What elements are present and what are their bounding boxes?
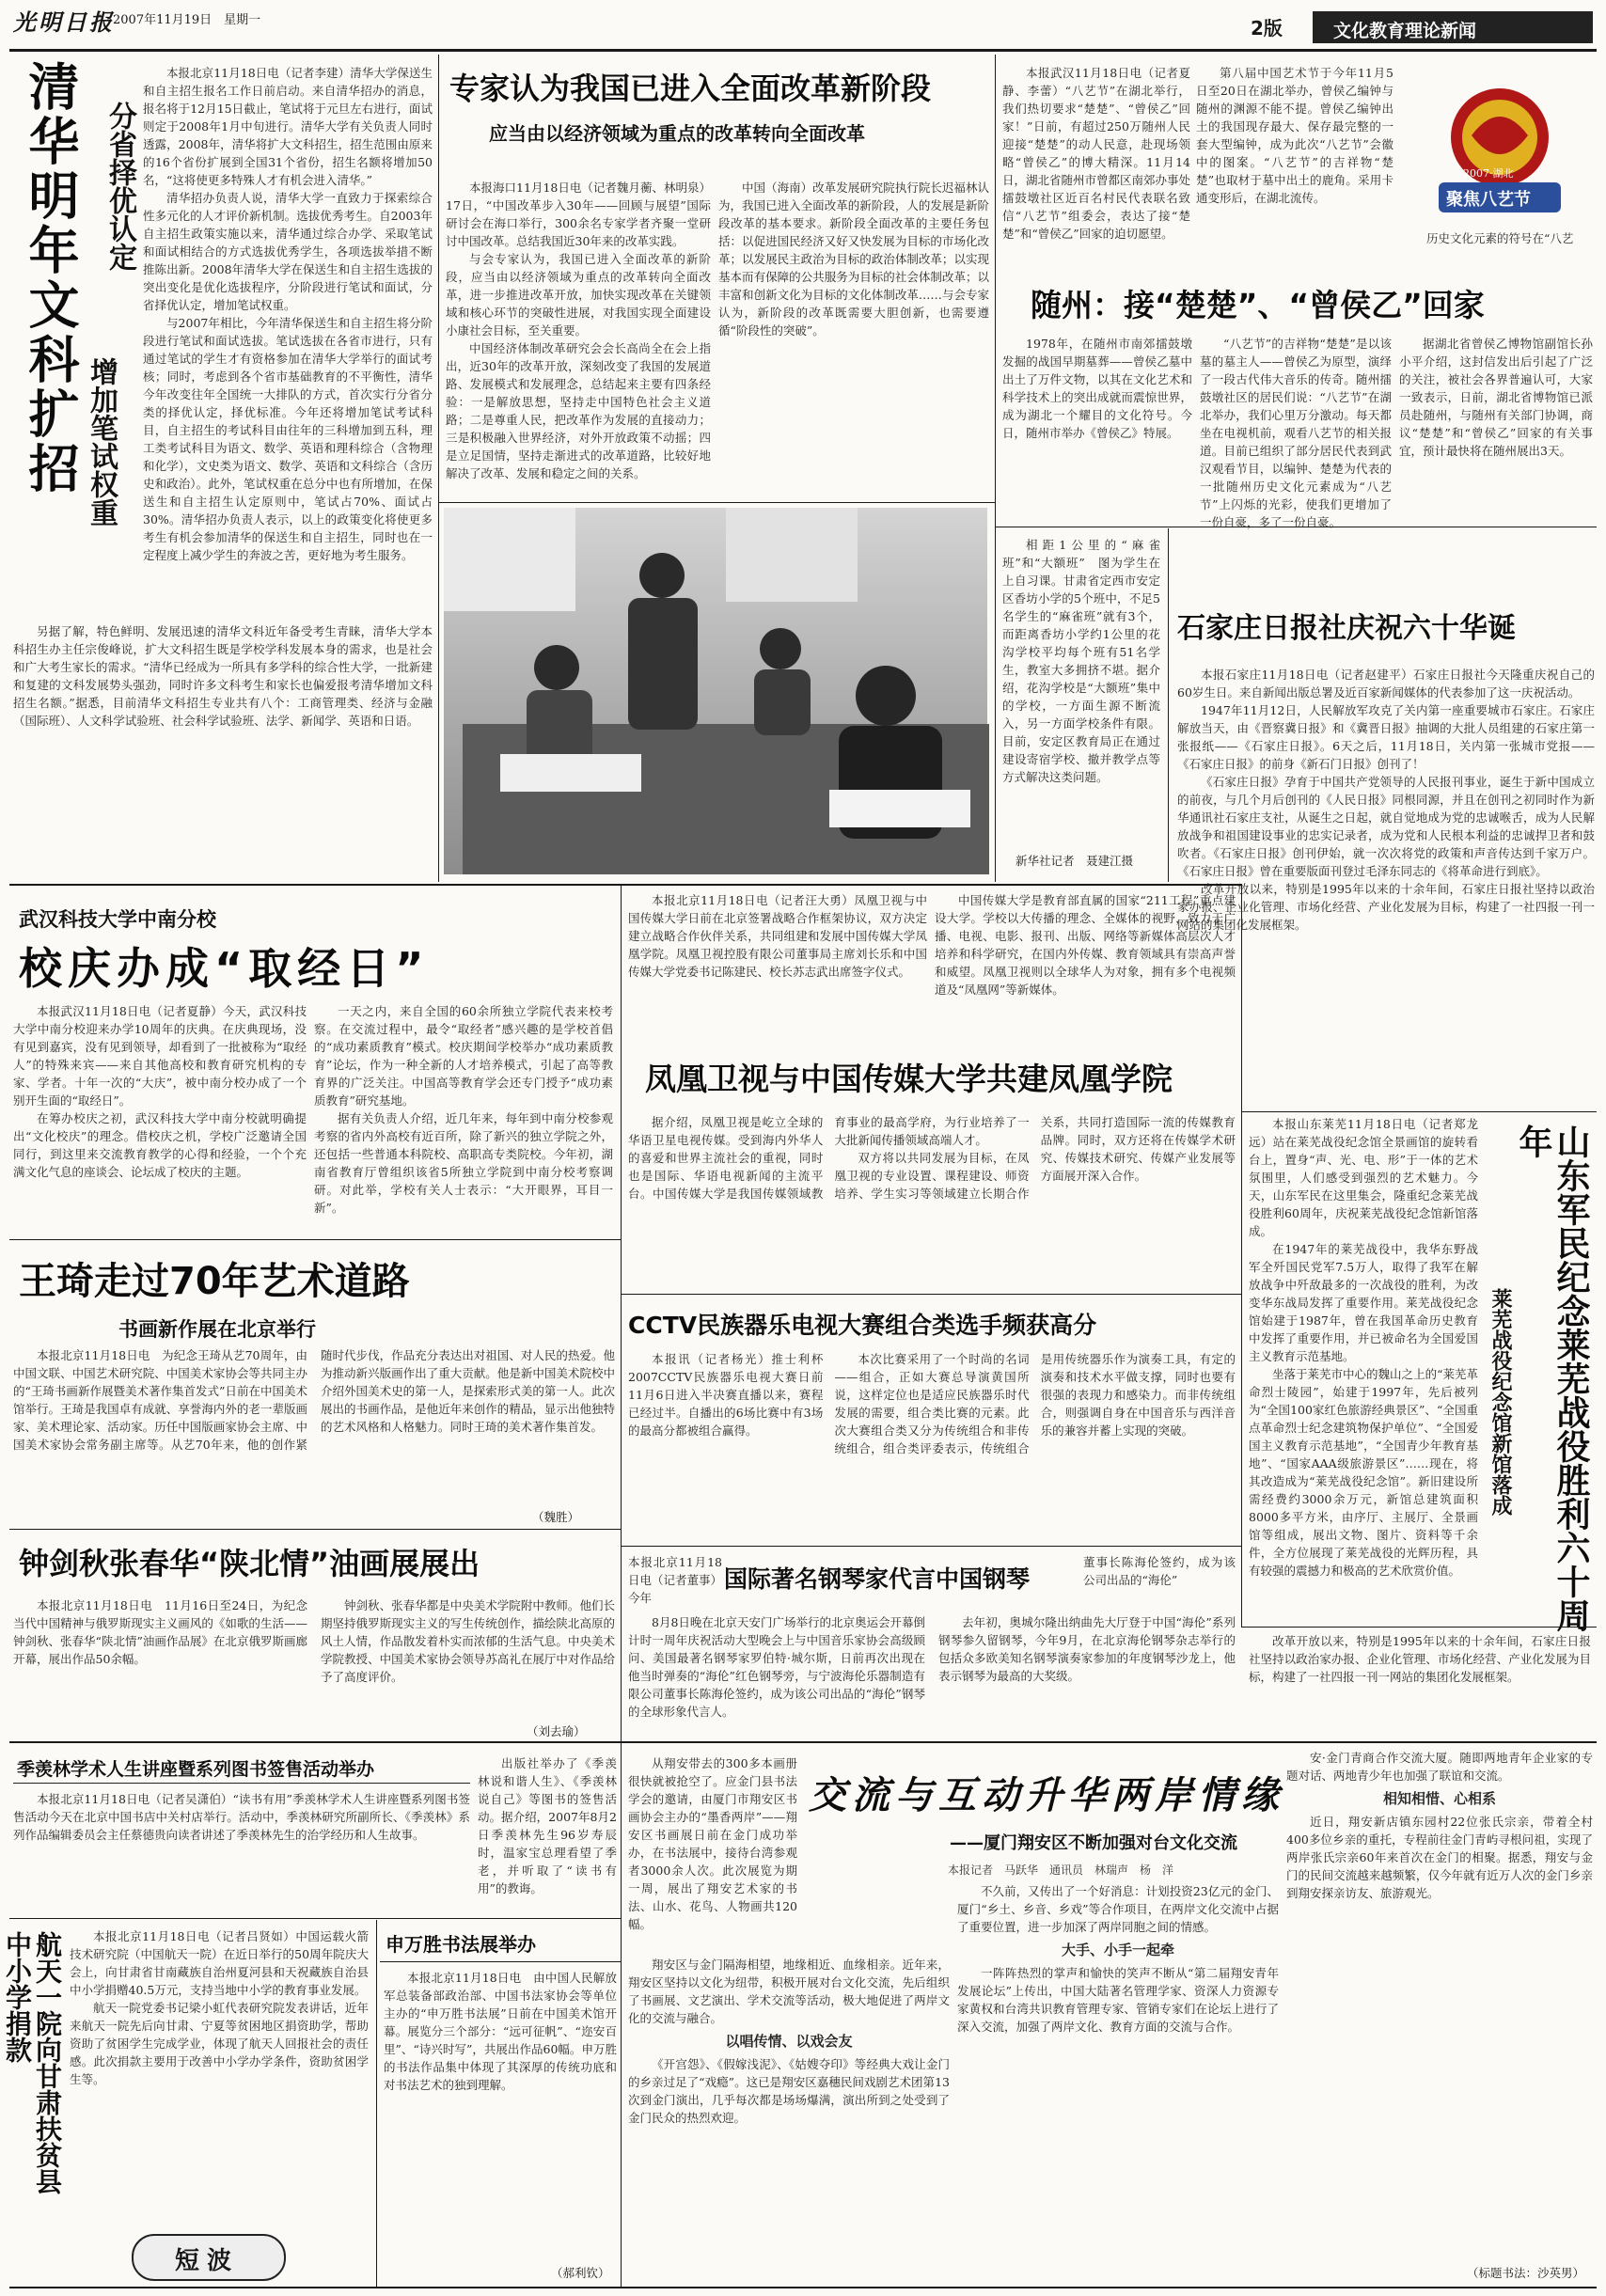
art2-p3: 中国经济体制改革研究会会长高尚全在会上指出，近30年的改革开放，深刻改变了我国的发展道路、发展模式和发展理念，总结起来主要有四条经验：一是解放思想，坚持走中国特色社会主义道路；二是尊重人民，把改革作为发展的直接动力；三是积极融入世界经济，对外开放政策不动摇；四是立足国情，坚持走渐进式的改革道路，比较好地解决了改革、发展和稳定之间的关系。 (446, 341, 711, 480)
art2-col2 (718, 179, 989, 498)
art1-title: 清华明年文科扩招 (21, 60, 80, 496)
art6-col1 (13, 1002, 307, 1237)
photo-caption-text: 相距1公里的“麻雀班”和“大额班” 图为学生在上自习课。甘肃省定西市安定区香坊小学的5个班中，不足5名学生的“麻雀班”就有3个，而距离香坊小学约1公里的花沟学校平均每个班有51名学生，教室大多拥挤不堪。据介绍，花沟学校是“大额班”集中的学校，一方面生源不断流入，另一方面学校条件有限。目前，安定区教育局正在通过建设寄宿学校、撤并教学点等方式解决这类问题。 (1002, 538, 1160, 784)
art12-col2 (957, 1882, 1279, 2285)
art10-title: CCTV民族器乐电视大赛组合类选手频获高分 (628, 1312, 1097, 1339)
art7-title: 王琦走过70年艺术道路 (19, 1260, 410, 1303)
art10-p1: 本报讯（记者杨光）推士利杯2007CCTV民族器乐电视大赛日前11月6日进入半决赛直播以来，赛程已经过半。自播出的6场比赛中有3场的最高分都被组合赢得。 (628, 1352, 824, 1438)
divider (9, 1529, 621, 1530)
art5-p1: 本报山东莱芜11月18日电（记者郑龙远）站在莱芜战役纪念馆全景画馆的旋转看台上，置身“声、光、电、形”于一体的艺术氛围里，人们感受到强烈的艺术魅力。今天，山东军民在这里集会，隆重纪念莱芜战役胜利60周年，庆祝莱芜战役纪念馆新馆落成。 (1249, 1117, 1478, 1238)
divider (1168, 528, 1169, 882)
art1-p4: 另据了解，特色鲜明、发展迅速的清华文科近年备受考生青睐，清华大学本科招生办主任宗俊峰说，扩大文科招生既是学校学科发展本身的需求，也是社会和广大考生家长的需求。“清华已经成为一所具有多学科的综合性大学，一批新建和复建的文科发展势头强劲，同时许多文科考生和家长也偏爱报考清华增加文科招生名额。”据悉，目前清华文科招生专业共有八个：工商管理类、经济与金融（国际班）、人文科学试验班、社会科学试验班、法学、新闻学、英语和日语。 (13, 624, 433, 728)
art8-credit: （刘去瑜） (527, 1724, 586, 1738)
art5-body (1249, 1115, 1478, 1623)
art1-p2: 清华招办负责人说，清华大学一直致力于探索综合性多元化的人才评价新机制。选拔优秀考生。自2003年自主招生政策实施以来，清华通过综合办学、采取笔试和面试相结合的方式选拔优秀学生，各项选拔举措不断推陈出新。2008年清华大学在保送生和自主招生选拔的突出变化是优化选拔程序，分阶段进行笔试和面试，分省择优认定，增加笔试权重。 (143, 191, 433, 312)
art5-p2: 在1947年的莱芜战役中，我华东野战军全歼国民党军7.5万人，取得了我军在解放战争中歼敌最多的一次战役的胜利，为改变华东战局发挥了重要作用。莱芜战役纪念馆始建于1987年，曾在我国革命历史教育中发挥了重要作用，并已被命名为全国爱国主义教育示范基地。 (1249, 1242, 1478, 1363)
photo-credit: 新华社记者 聂建江摄 (1016, 854, 1134, 868)
art3-title: 随州：接“楚楚”、“曾侯乙”回家 (1031, 287, 1485, 323)
page-bottom-rule (9, 2287, 1597, 2288)
art1-body (143, 64, 433, 562)
art7-subtitle: 书画新作展在北京举行 (118, 1318, 316, 1341)
art12-col1 (628, 1956, 950, 2285)
art5-cont-text: 改革开放以来，特别是1995年以来的十余年间，石家庄日报社坚持以政治家办报、企业化管理、市场化经营、产业化发展为目标，构建了一社四报一刊一网站的集团化发展框架。 (1249, 1634, 1591, 1684)
art8-p1: 本报北京11月18日电 11月16日至24日，为纪念当代中国精神与俄罗斯现实主义画风的《如歌的生活——钟剑秋、张春华“陕北情”油画作品展》在北京俄罗斯画廊开幕，展出作品50余幅。 (13, 1598, 307, 1666)
divider (9, 1918, 621, 1919)
art6-p3: 一天之内，来自全国的60余所独立学院代表来校考察。在交流过程中，最令“取经者”感兴趣的是学校首倡的“成功素质教育”模式。校庆期间学校举办“成功素质教育”论坛，作为一种全新的人才培养模式，引起了高等教育界的广泛关注。中国高等教育学会还专门授予“成功素质教育”研究基地。 (314, 1004, 613, 1108)
art14-title: 航天一院向甘肃扶贫县中小学捐款 (2, 1931, 63, 2194)
masthead-logo: 光明日报 (13, 8, 115, 36)
photo-caption (1002, 536, 1160, 846)
divider (621, 1546, 1241, 1547)
art12-p4: 不久前，又传出了一个好消息：计划投资23亿元的金门、厦门“乡土、乡音、乡戏”等合作项目，在两岸文化交流中占据了重要位置，进一步加深了两岸同胞之间的情感。 (957, 1884, 1279, 1934)
divider (1241, 884, 1242, 1627)
art7-p1: 本报北京11月18日电 为纪念王琦从艺70周年，由中国文联、中国艺术研究院、中国美术家协会等共同主办的“王琦书画新作展暨美术著作集首发式”日前在中国美术馆举行。王琦是我国卓有成就、享誉海内外的老一辈版画家、美术理论家、活动家。历任中国版画家协会主席、中国美术家协会常务副主席等。从艺70年来，他的创作紧随时代步伐，作品充分表达出对祖国、对人民的热爱。他为推动新兴版画作出了重大贡献。他是新中国美术院校中介绍外国美术史的第一人，是探索形式美的第一人。此次展出的书画作品，是他近年来创作的精品，显示出他独特的艺术风格和人格魅力。同时王琦的美术著作集首发。 (13, 1348, 615, 1452)
art9-col3 (628, 1113, 1236, 1290)
art6-title: 校庆办成“取经日” (19, 943, 430, 994)
art3-p5: 据湖北省曾侯乙博物馆副馆长孙小平介绍，这封信发出后引起了广泛的关注，被社会各界普遍认可，大家一致表示，日前，湖北省博物馆已派员赴随州，与随州有关部门协调，商议“楚楚”和“曾侯乙”回家的有关事宜，预计最快将在随州展出3天。 (1399, 337, 1593, 458)
art12-h2: 大手、小手一起牵 (1061, 1942, 1174, 1958)
art13-p2: 出版社举办了《季羡林说和谐人生》、《季羡林说自己》等图书的签售活动。据介绍，2007年8月2日季羡林先生96岁寿辰时，温家宝总理看望了季老，并听取了“读书有用”的教诲。 (478, 1756, 617, 1895)
art8-title: 钟剑秋张春华“陕北情”油画展展出 (19, 1546, 480, 1581)
badge-year: 2007·湖北 (1463, 167, 1514, 180)
art3-col6 (1399, 335, 1593, 523)
art11-p1: 8月8日晚在北京天安门广场举行的北京奥运会开幕倒计时一周年庆祝活动大型晚会上与中国音乐家协会高级顾问、美国最著名钢琴家罗伯特·城尔斯，日前再次出现在他当时弹奏的“海伦”红色钢琴旁，与宁波海伦乐器制造有限公司董事长陈海伦签约，成为该公司出品的“海伦”钢琴的全球形象代言人。 (628, 1615, 925, 1719)
divider (1241, 1111, 1597, 1112)
art9-col1 (628, 891, 927, 1042)
art3-p3: 1978年，在随州市南郊擂鼓墩发掘的战国早期墓葬——曾侯乙墓中出土了万件文物，以其在文化艺术和科学技术上的突出成就而震惊世界，成为湖北一个耀目的文化符号。今日，随州市举办《曾侯乙》特展。 (1002, 337, 1192, 440)
art2-subtitle: 应当由以经济领域为重点的改革转向全面改革 (489, 122, 865, 145)
art10-body (628, 1350, 1236, 1542)
art9-p3: 双方将以共同发展为目标，在凤凰卫视的专业设置、课程建设、师资培养、学生实习等领域建立长期合作关系，共同打造国际一流的传媒教育品牌。同时，双方还将在传媒学术研究、传媒技术研究、传媒产业发展等方面展开深入合作。 (834, 1115, 1236, 1201)
art3-col3 (1403, 229, 1593, 271)
art12-h1: 以唱传情、以戏会友 (725, 2033, 853, 2050)
art6-p1: 本报武汉11月18日电（记者夏静）今天，武汉科技大学中南分校迎来办学10周年的庆典。在庆典现场，没有见到嘉宾，没有见到领导，却看到了一批被称为“取经人”的特殊来宾——来自其他高校和教育研究机构的专家、学者。十年一次的“大庆”，被中南分校办成了一个别开生面的“取经日”。 (13, 1004, 307, 1108)
art12-h3: 相知相惜、心相系 (1382, 1790, 1496, 1807)
art13-col2 (478, 1754, 617, 1912)
art10-p2: 本次比赛采用了一个时尚的名词——组合，正如大赛总导演黄国所说，这样定位也是适应民族器乐时代发展的需要，组合类比赛的元素。此次大赛组合类又分为传统组合和非传统组合，组合类评委表示，传统组合是用传统器乐作为演奏工具，有定的演奏和技术水平做支撑，同时也要有很强的表现力和感染力。而非传统组合，则强调自身在中国音乐与西洋音乐的兼容并蓄上实现的突破。 (834, 1352, 1236, 1455)
divider (438, 502, 995, 503)
art12-cont: 安·金门青商合作交流大厦。随即两地青年企业家的专题对话、两地青少年也加强了联谊和交流。 (1286, 1751, 1593, 1783)
art6-kicker: 武汉科技大学中南分校 (19, 908, 216, 931)
art2-p2: 与会专家认为，我国已进入全面改革的新阶段，应当由以经济领域为重点的改革转向全面改革，进一步推进改革开放，加快实现改革在关键领域和核心环节的突破性进展，对我国实现全面建设小康社会目标，至关重要。 (446, 252, 711, 338)
art4-title: 石家庄日报社庆祝六十华诞 (1177, 612, 1516, 645)
art11-dateline (628, 1553, 722, 1613)
art9-col2 (935, 891, 1236, 1042)
art5-title: 山东军民纪念莱芜战役胜利六十周年 (1514, 1124, 1590, 1632)
art4-p4: 改革开放以来，特别是1995年以来的十余年间，石家庄日报社坚持以政治家办报、企业化管理、市场化经营、产业化发展为目标，构建了一社四报一刊一网站的集团化发展框架。 (1177, 882, 1595, 932)
art12-col0 (628, 1754, 797, 1952)
art14-p1: 本报北京11月18日电（记者吕贤如）中国运载火箭技术研究院（中国航天一院）在近日举行的50周年院庆大会上，向甘肃省甘南藏族自治州夏河县和天祝藏族自治县中小学捐赠40.5万元，支持当地中小学的教育事业发展。 (70, 1929, 369, 1997)
art7-body (13, 1346, 615, 1506)
art12-p2: 翔安区与金门隔海相望，地缘相近、血缘相亲。近年来，翔安区坚持以文化为纽带，积极开展对台文化交流，先后组织了书画展、文艺演出、学术交流等活动，极大地促进了两岸文化的交流与融合。 (628, 1958, 950, 2025)
art12-byline: 本报记者 马跃华 通讯员 林瑞声 杨 洋 (948, 1864, 1174, 1877)
divider (621, 1741, 1597, 1743)
art11-dateline-text: 本报北京11月18日电（记者董事）今年 (628, 1555, 723, 1605)
divider (9, 1239, 621, 1240)
art6-col2 (314, 1002, 613, 1237)
art15-credit: （郝利钦） (551, 2266, 610, 2280)
art6-p2: 在筹办校庆之初，武汉科技大学中南分校就明确提出“文化校庆”的理念。借校庆之机，学校广泛邀请全国同行，到这里来交流教育教学的心得和经验，一个个充满文化气息的座谈会、论坛成了校庆的主题。 (13, 1111, 307, 1179)
divider (376, 1920, 377, 2287)
art12-col3 (1286, 1749, 1593, 2257)
art12-title: 交流与互动升华两岸情缘 (809, 1773, 1284, 1817)
art11-p2: 去年初，奥城尔隆出纳曲先大厅登于中国“海伦”系列钢琴参久留钢琴，今年9月，在北京海伦钢琴杂志举行的包括众多欧美知名钢琴演奏家参加的年度钢琴沙龙上，他表示钢琴为最高的大奖级。 (938, 1615, 1236, 1683)
art8-body (13, 1596, 615, 1722)
divider (621, 1294, 1241, 1295)
art2-title: 专家认为我国已进入全面改革新阶段 (449, 71, 932, 106)
art6-p4: 据有关负责人介绍，近几年来，每年到中南分校参观考察的省内外高校有近百所，除了新兴的独立学院之外，还包括一些普通本科院校、高职高专类院校。今年初，湖南省教育厅曾组织该省5所独立学院到中南分校考察调研。对此举，学校有关人士表示：“大开眼界，耳目一新”。 (314, 1111, 613, 1215)
art3-cont: 历史文化元素的符号在“八艺 (1426, 231, 1574, 245)
art3-p4: “八艺节”的吉祥物“楚楚”是以该墓的墓主人——曾侯乙为原型，演绎了一段古代伟大音乐的传奇。随州擂鼓墩社区的居民们说：“八艺节”在湖北举办，我们心里万分激动。每天都坐在电视机前，观看八艺节的相关报道。目前已组织了部分居民代表到武汉观看节目，以编钟、楚楚为代表的一批随州历史文化元素成为“八艺节”上闪烁的光彩，使我们更增加了一份自豪，多了一份自豪。 (1200, 337, 1392, 529)
art3-col2 (1196, 64, 1393, 299)
art2-p1: 本报海口11月18日电（记者魏月蘅、林明泉）17日，“中国改革步入30年——回顾与展望”国际研讨会在海口举行，300余名专家学者齐聚一堂研讨中国改革。总结我国近30年来的改革实践。 (446, 181, 711, 248)
art4-p1: 本报石家庄11月18日电（记者赵建平）石家庄日报社今天隆重庆祝自己的60岁生日。来自新闻出版总署及近百家新闻媒体的代表参加了这一庆祝活动。 (1177, 668, 1595, 700)
art5-p3: 坐落于莱芜市中心的魏山之上的“莱芜革命烈士陵园”，始建于1997年，先后被列为“全国100家红色旅游经典景区”、“全国重点革命烈士纪念建筑物保护单位”、“全国爱国主义教育示范基地”，“全国青少年教育基地”、“国家AAA级旅游景区”……现在，将其改造成为“莱芜战役纪念馆”。新旧建设所需经费约3000余万元，新馆总建筑面积8000多平方米，由序厅、主展厅、全景画馆等组成，展出文物、图片、资料等千余件，全方位展现了莱芜战役的光辉历程，具有较强的震撼力和极高的艺术欣赏价值。 (1249, 1367, 1478, 1578)
news-photo (444, 508, 987, 874)
masthead-date: 2007年11月19日 星期一 (113, 13, 261, 27)
art1-subtitle-1: 分省择优认定 (103, 102, 136, 271)
art14-p2: 航天一院党委书记梁小虹代表研究院发表讲话，近年来航天一院先后向甘肃、宁夏等贫困地区捐资助学，帮助资助了贫困学生完成学业，体现了航天人回报社会的责任感。此次捐款主要用于改善中小学办学条件，资助贫困学生等。 (70, 2001, 369, 2086)
art4-p2: 1947年11月12日，人民解放军攻克了关内第一座重要城市石家庄。石家庄解放当天，由《晋察冀日报》和《冀晋日报》抽调的大批人员组建的石家庄第一张报纸——《石家庄日报》。6天之后，11月18日，关内第一张城市党报——《石家庄日报》的前身《新石门日报》创刊了！ (1177, 703, 1595, 771)
art3-col5 (1200, 335, 1392, 529)
art1-p3: 与2007年相比，今年清华保送生和自主招生将分阶段进行笔试和面试选拔。笔试选拔在各省市进行，只有通过笔试的学生才有资格参加在清华大学举行的面试考核；同时，考虑到各个省市基础教育的不平衡性，清华今年改变往年全国统一大排队的方式，首次实行分省分类的择优认定，择优标准。今年还将增加笔试考试科目，自主招生的考试科目由往年的三科增加到五科，理工类考试科目为语文、数学、英语和理科综合（含物理和化学），文史类为语文、数学、英语和文科综合（含历史和政治）。此外，笔试权重在总分中也有所增加，在保送生和自主招生认定原则中，笔试占70%、面试占30%。清华招办负责人表示，以上的政策变化将使更多考生有机会参加清华的保送生和自主招生，同时也在一定程度上减少学生的奔波之苦，更好地为考生服务。 (143, 316, 433, 562)
art12-p3: 《开宫怨》、《假嫁浅泥》、《姑嫂夺印》等经典大戏让金门的乡亲过足了“戏瘾”。这已是翔安区嘉穗民间戏剧艺术团第13次到金门演出，几乎每次都是场场爆满，演出所到之处受到了金门民众的热烈欢迎。 (628, 2057, 950, 2125)
art8-p2: 钟剑秋、张春华都是中央美术学院附中教师。他们长期坚持俄罗斯现实主义的写生传统创作，描绘陕北高原的风土人情，作品散发着朴实而浓郁的生活气息。中央美术学院教授、中国美术家协会领导苏高礼在展厅中对作品给予了高度评价。 (321, 1598, 615, 1684)
art4-p3: 《石家庄日报》孕育于中国共产党领导的人民报刊事业，诞生于新中国成立的前夜，与几个月后创刊的《人民日报》同根同源，并且在创刊之初同时作为新华通讯社石家庄支社，从诞生之日起，就自觉地成为党的忠诚喉舌，成为人民解放战争和祖国建设事业的忠实记录者，成为党和人民根本利益的忠诚捍卫者和鼓吹者。《石家庄日报》创刊伊始，就一次次将党的政策和声音传达到千家万户。《石家庄日报》曾在重要版面刊登过毛泽东同志的《将革命进行到底》。 (1177, 775, 1595, 878)
art5-subtitle: 莱芜战役纪念馆新馆落成 (1488, 1288, 1512, 1516)
divider (380, 1961, 621, 1962)
divider (995, 55, 996, 882)
art3-p2: 第八届中国艺术节于今年11月5日至20日在湖北举办，曾侯乙编钟与随州的渊源不能不提。曾侯乙编钟出土的我国现存最大、保存最完整的一套大型编钟，成为此次“八艺节”会徽中的图案。“八艺节”的吉祥物“楚楚”也取材于墓中出土的鹿角。采用卡通变形后，在湖北流传。 (1196, 66, 1393, 205)
art3-col1 (1002, 64, 1190, 299)
art12-credit: （标题书法：沙英男） (1467, 2266, 1585, 2280)
art9-title: 凤凰卫视与中国传媒大学共建凤凰学院 (645, 1061, 1173, 1097)
art5-cont (1249, 1632, 1591, 1738)
divider (9, 884, 1241, 886)
art14-body (70, 1927, 369, 2219)
badge-text: 聚焦八艺节 (1446, 190, 1531, 210)
divider (9, 1741, 621, 1743)
art15-body (384, 1969, 617, 2260)
art13-title: 季羡林学术人生讲座暨系列图书签售活动举办 (17, 1759, 375, 1780)
art13-col1 (13, 1790, 470, 1912)
art15-title: 申万胜书法展举办 (386, 1933, 536, 1956)
art2-p4: 中国（海南）改革发展研究院执行院长迟福林认为，我国已进入全面改革的新阶段，人的发展是新阶段改革的基本要求。新阶段全面改革的主要任务包括：以促进国民经济又好又快发展为目标的市场化改革；以发展民主政治为目标的政治体制改革；以实现基本而有保障的公共服务为目标的社会体制改革；以丰富和创新文化为目标的文化体制改革……与会专家认为，新阶段的改革既需要大胆创新，也需要遵循“阶段性的突破”。 (718, 181, 989, 338)
page-number: 2版 (1251, 17, 1283, 39)
classroom-photo-graphic (444, 508, 987, 874)
art1-body-cont (13, 622, 433, 876)
art9-p2: 据介绍，凤凰卫视是屹立全球的华语卫星电视传媒。受到海内外华人的喜爱和世界主流社会的重视，同时也是国际、华语电视新闻的主流平台。中国传媒大学是我国传媒领域教育事业的最高学府，为行业培养了一大批新闻传播领域高端人才。 (628, 1115, 1030, 1201)
divider (621, 1741, 622, 2287)
art2-col1 (446, 179, 711, 498)
art15-p1: 本报北京11月18日电 由中国人民解放军总装备部政治部、中国书法家协会等单位主办的“申万胜书法展”日前在中国美术馆开幕。展览分三个部分：“远可征帆”、“迩安百里”、“诗兴时写”，共展出作品60幅。申万胜的书法作品集中体现了其深厚的传统功底和对书法艺术的独到理解。 (384, 1971, 617, 2092)
art13-p1: 本报北京11月18日电（记者吴潇伯）“读书有用”季羡林学术人生讲座暨系列图书签售活动今天在北京中国书店中关村店举行。活动中，季羡林研究所副所长、《季羡林》系列作品编辑委员会主任蔡德贵向读者讲述了季羡林先生的治学经历和人生故事。 (13, 1792, 470, 1842)
art9-p1: 本报北京11月18日电（记者汪大勇）凤凰卫视与中国传媒大学日前在北京签署战略合作框架协议，双方决定建立战略合作伙伴关系，共同组建和发展中国传媒大学凤凰学院。凤凰卫视控股有限公司董事局主席刘长乐和中国传媒大学党委书记陈建民、校长苏志武出席签字仪式。 (628, 893, 927, 979)
art7-credit: （魏胜） (532, 1510, 580, 1524)
art12-p5: 一阵阵热烈的掌声和愉快的笑声不断从“第二届翔安青年发展论坛”上传出，中国大陆著名管理学家、资深人力资源专家黄权和台湾共识教育管理专家、管销专家们在论坛上进行了深入交流，加强了两岸文化、教育方面的交流与合作。 (957, 1966, 1279, 2034)
art12-p1: 从翔安带去的300多本画册很快就被抢空了。应金门县书法学会的邀请，由厦门市翔安区书画协会主办的“墨香两岸”——翔安区书画展日前在金门成功举办，在书法展中，接待台湾参观者3000余人次。此次展览为期一周，展出了翔安艺术家的书法、山水、花鸟、人物画共120幅。 (628, 1756, 797, 1931)
art11-side (1083, 1553, 1236, 1613)
art4-body (1177, 666, 1595, 1108)
art11-title: 国际著名钢琴家代言中国钢琴 (724, 1565, 1031, 1593)
art1-subtitle-2: 增加笔试权重 (85, 357, 118, 527)
art12-subtitle: ——厦门翔安区不断加强对台文化交流 (950, 1833, 1237, 1853)
art11-body (628, 1613, 1236, 1736)
art3-col4 (1002, 335, 1192, 523)
masthead-rule (9, 49, 1597, 52)
art9-p4: 中国传媒大学是教育部直属的国家“211工程”重点建设大学。学校以大传播的理念、全媒体的视野，致力于广播、电视、电影、报刊、出版、网络等新媒体高层次人才培养和科学研究，在国内外传媒、教育领域具有崇高声誉和威望。凤凰卫视则以全球华人为对象，拥有多个电视频道及“凤凰网”等新媒体。 (935, 893, 1236, 997)
art3-p1: 本报武汉11月18日电（记者夏静、李蕾）“八艺节”在湖北举行，我们热切要求“楚楚”、“曾侯乙”回家！”日前，有超过250万随州人民迎接“楚楚”的动人民意，赴现场领略“曾侯乙”的博大精深。11月14日，湖北省随州市曾都区南郊办事处擂鼓墩社区近百名村民代表联名致信“八艺节”组委会，表达了接“楚楚”和“曾侯乙”回家的迫切愿望。 (1002, 66, 1191, 241)
divider (1241, 1627, 1597, 1628)
divider (438, 55, 439, 882)
section-name: 文化教育理论新闻 (1333, 21, 1477, 41)
art11-side-text: 董事长陈海伦签约，成为该公司出品的“海伦” (1083, 1555, 1236, 1587)
art1-p1: 本报北京11月18日电（记者李建）清华大学保送生和自主招生报名工作日前启动。来自清华招办的消息，报名将于12月15日截止，笔试将于元旦左右进行，面试则定于2008年1月中旬进行。清华大学有关负责人同时透露，2008年，清华将扩大文科招生，招生范围由原来的16个省份扩展到全国31个省份，招生名额将增加50名，“这将使更多特殊人才有机会进入清华。” (143, 66, 433, 187)
duanbo-label: 短波 (175, 2247, 240, 2275)
art12-p6: 近日，翔安新店镇东园村22位张氏宗亲，带着全村400多位乡亲的重托，专程前往金门青屿寻根问祖，实现了两岸张氏宗亲60年来首次在金门的相聚。据悉，翔安与金门的民间交流越来越频繁，仅今年就有近万人次的金门乡亲到翔安探亲访友、旅游观光。 (1286, 1815, 1593, 1900)
